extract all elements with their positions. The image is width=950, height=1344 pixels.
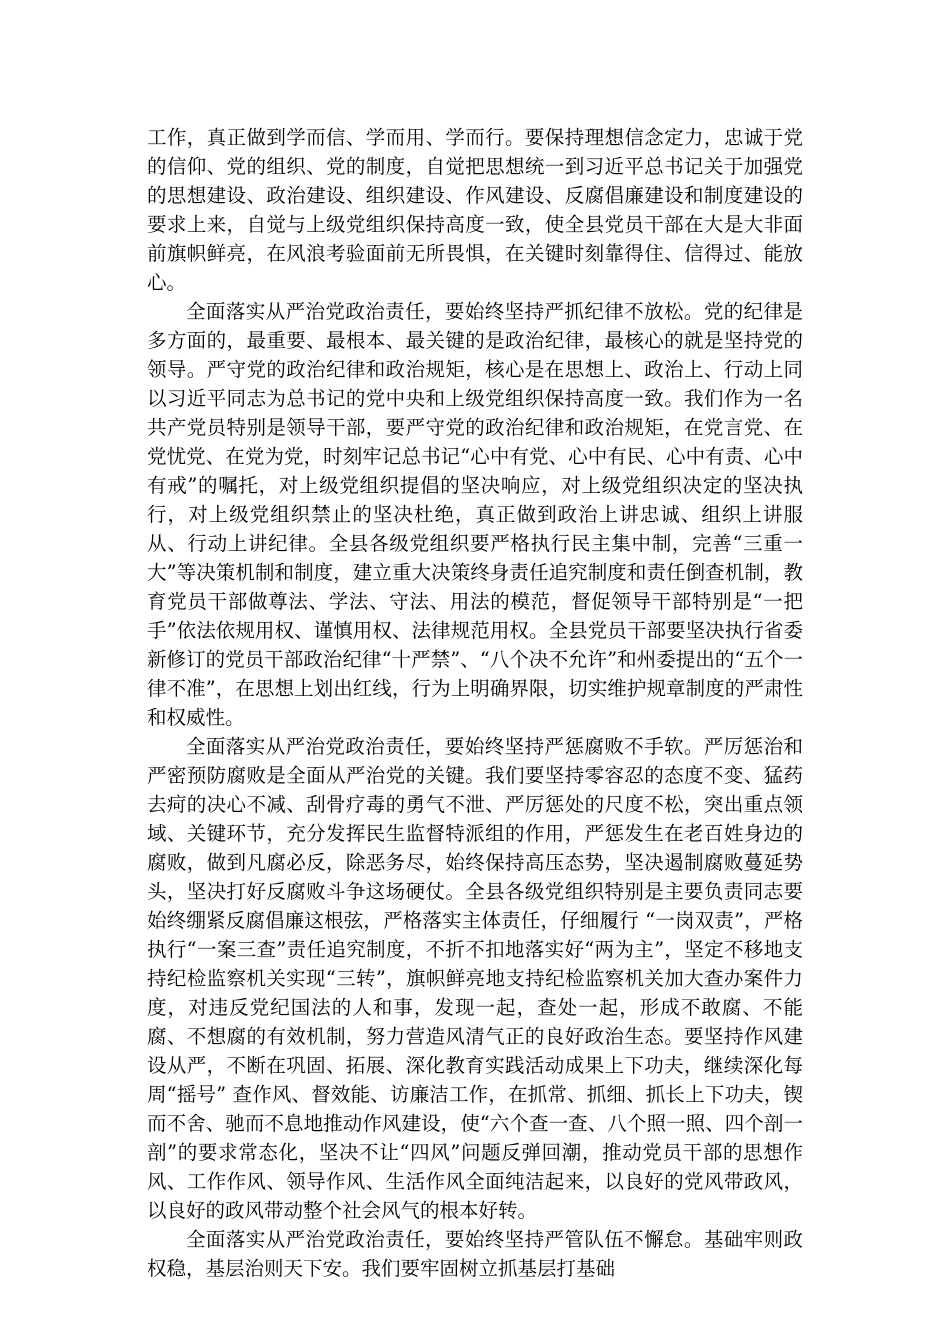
document-page xyxy=(147,123,803,1283)
paragraph-4: 全面落实从严治党政治责任，要始终坚持严管队伍不懈怠。基础牢则政权稳，基层治则天下安。我们要牢固树立抓基层打基础 xyxy=(147,1228,803,1280)
paragraph-2: 全面落实从严治党政治责任，要始终坚持严抓纪律不放松。党的纪律是多方面的，最重要、最根本、最关键的是政治纪律，最核心的就是坚持党的领导。严守党的政治纪律和政治规矩，核心是在思想上、政治上、行动上同以习近平同志为总书记的党中央和上级党组织保持高度一致。我们作为一名共产党员特别是领导干部，要严守党的政治纪律和政治规矩，在党言党、在党忧党、在党为党，时刻牢记总书记“心中有党、心中有民、心中有责、心中有戒”的嘱托，对上级党组织提倡的坚决响应，对上级党组织决定的坚决执行，对上级党组织禁止的坚决杜绝，真正做到政治上讲忠诚、组织上讲服从、行动上讲纪律。全县各级党组织要严格执行民主集中制，完善“三重一大”等决策机制和制度，建立重大决策终身责任追究制度和责任倒查机制，教育党员干部做尊法、学法、守法、用法的模范，督促领导干部特别是“一把手”依法依规用权、谨慎用权、法律规范用权。全县党员干部要坚决执行省委新修订的党员干部政治纪律“十严禁”、“八个决不允许”和州委提出的“五个一律不准”，在思想上划出红线，行为上明确界限，切实维护规章制度的严肃性和权威性。 xyxy=(147,300,803,729)
paragraph-3: 全面落实从严治党政治责任，要始终坚持严惩腐败不手软。严厉惩治和严密预防腐败是全面从严治党的关键。我们要坚持零容忍的态度不变、猛药去疴的决心不减、刮骨疗毒的勇气不泄、严厉惩处的尺度不松，突出重点领域、关键环节，充分发挥民生监督特派组的作用，严惩发生在老百姓身边的腐败，做到凡腐必反，除恶务尽，始终保持高压态势，坚决遏制腐败蔓延势头，坚决打好反腐败斗争这场硬仗。全县各级党组织特别是主要负责同志要始终绷紧反腐倡廉这根弦，严格落实主体责任，仔细履行 “一岗双责”，严格执行“一案三查”责任追究制度，不折不扣地落实好“两为主”，坚定不移地支持纪检监察机关实现“三转”，旗帜鲜亮地支持纪检监察机关加大查办案件力度，对违反党纪国法的人和事，发现一起，查处一起，形成不敢腐、不能腐、不想腐的有效机制，努力营造风清气正的良好政治生态。要坚持作风建设从严，不断在巩固、拓展、深化教育实践活动成果上下功夫，继续深化每周“摇号” 查作风、督效能、访廉洁工作，在抓常、抓细、抓长上下功夫，锲而不舍、驰而不息地推动作风建设，使“六个查一查、八个照一照、四个剖一剖”的要求常态化，坚决不让“四风”问题反弹回潮，推动党员干部的思想作风、工作作风、领导作风、生活作风全面纯洁起来，以良好的党风带政风，以良好的政风带动整个社会风气的根本好转。 xyxy=(147,735,803,1222)
paragraph-1: 工作，真正做到学而信、学而用、学而行。要保持理想信念定力，忠诚于党的信仰、党的组织、党的制度，自觉把思想统一到习近平总书记关于加强党的思想建设、政治建设、组织建设、作风建设、反腐倡廉建设和制度建设的要求上来，自觉与上级党组织保持高度一致，使全县党员干部在大是大非面前旗帜鲜亮，在风浪考验面前无所畏惧，在关键时刻靠得住、信得过、能放心。 xyxy=(147,126,803,294)
